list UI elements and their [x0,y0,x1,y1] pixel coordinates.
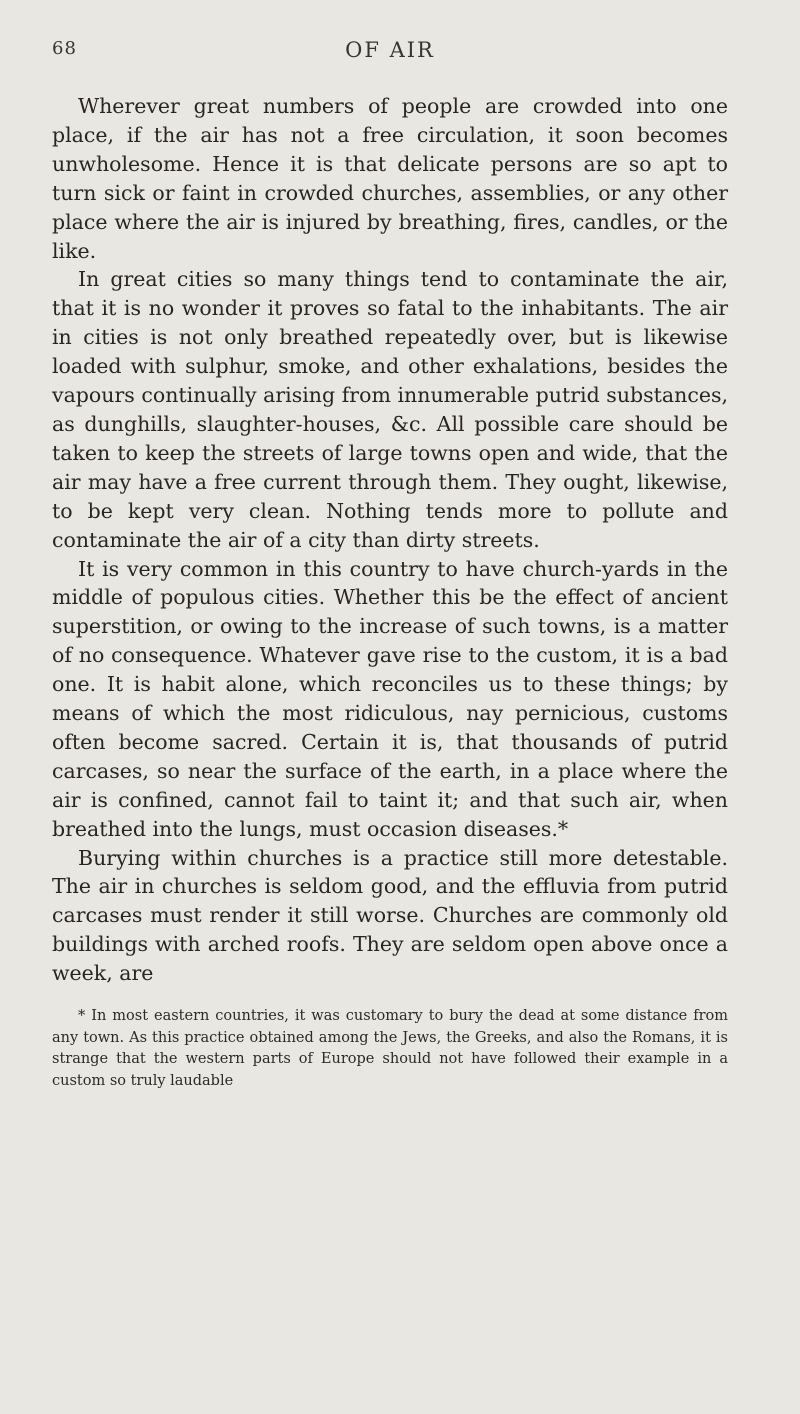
paragraph-church-yards: It is very common in this country to have church-yards in the middle of populous cities. Whether this be the effect of ancient superstition, or owing to the increase of such towns, is a matter of no consequence. Whatever gave rise to the custom, it is a bad one. It is habit alone, which reconciles us to these things; by means of which the most ridiculous, nay pernicious, customs often become sacred. Certain it is, that thousands of putrid carcases, so near the surface of the earth, in a place where the air is confined, cannot fail to taint it; and that such air, when breathed into the lungs, must occasion diseases.* [52,556,728,841]
running-title: OF AIR [345,38,435,62]
paragraph-great-cities: In great cities so many things tend to contaminate the air, that it is no wonder it proves so fatal to the inhabitants. The air in cities is not only breathed repeatedly over, but is likewise loaded with sulphur, smoke, and other exhalations, besides the vapours continually arising from innumerable putrid substances, as dunghills, slaughter-houses, &c. All possible care should be taken to keep the streets of large towns open and wide, that the air may have a free current through them. They ought, likewise, to be kept very clean. Nothing tends more to pollute and contaminate the air of a city than dirty streets. [52,267,728,552]
page-number: 68 [52,38,77,59]
body-text [52,92,728,988]
footnote-separator [52,988,728,1006]
footnote: * In most eastern countries, it was customary to bury the dead at some distance from any town. As this practice obtained among the Jews, the Greeks, and also the Romans, it is strange that the western parts of Europe should not have followed their example in a custom so truly laudable [52,1008,728,1089]
paragraph-crowded-places: Wherever great numbers of people are crowded into one place, if the air has not a free circulation, it soon becomes unwholesome. Hence it is that delicate persons are so apt to turn sick or faint in crowded churches, assemblies, or any other place where the air is injured by breathing, fires, candles, or the like. [52,94,728,263]
running-head [52,38,728,78]
paragraph-burying-in-churches: Burying within churches is a practice still more detestable. The air in churches is seldom good, and the effluvia from putrid carcases must render it still worse. Churches are commonly old buildings with arched roofs. They are seldom open above once a week, are [52,845,728,986]
